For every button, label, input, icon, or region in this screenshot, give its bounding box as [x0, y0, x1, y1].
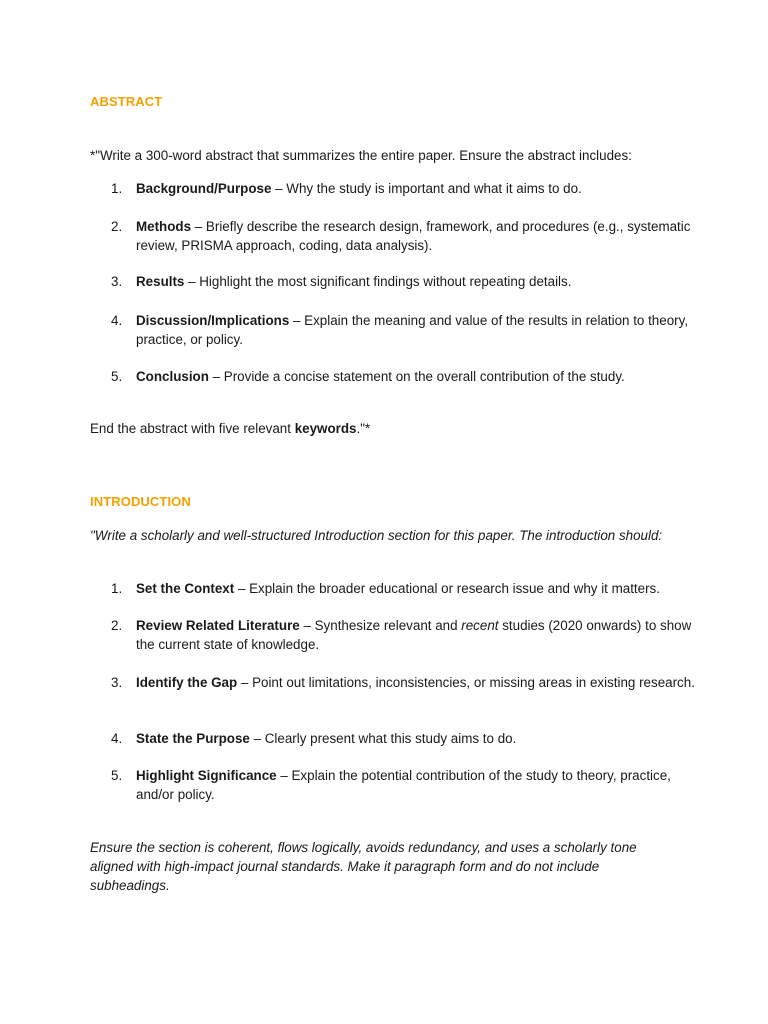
closing-keyword: keywords: [294, 421, 357, 436]
abstract-heading: ABSTRACT: [90, 94, 163, 109]
list-number: 1.: [111, 181, 123, 196]
list-item-body: [136, 616, 696, 654]
list-text: – Briefly describe the research design, framework, and procedures (e.g., systematic review, PRISMA approach, coding, data analysis).: [136, 219, 691, 253]
introduction-intro: "Write a scholarly and well-structured Introduction section for this paper. The introduction should:: [90, 528, 663, 543]
abstract-intro: *"Write a 300-word abstract that summarizes the entire paper. Ensure the abstract includes:: [90, 148, 632, 163]
introduction-closing: Ensure the section is coherent, flows logically, avoids redundancy, and uses a scholarly tone aligned with high-impact journal standards. Make it paragraph form and do not include subheadings.: [90, 840, 637, 893]
list-text: – Provide a concise statement on the overall contribution of the study.: [208, 369, 625, 384]
list-item-body: [136, 272, 696, 291]
list-text-end: studies (2020 onwards) to show the current state of knowledge.: [136, 618, 692, 652]
list-text: – Highlight the most significant findings without repeating details.: [184, 274, 572, 289]
list-number: 5.: [111, 768, 123, 783]
list-term: State the Purpose: [136, 731, 250, 746]
list-number: 3.: [111, 675, 123, 690]
list-item-body: [136, 179, 696, 198]
list-number: 2.: [111, 618, 123, 633]
list-emphasis: recent: [461, 618, 499, 633]
abstract-closing: [90, 419, 690, 438]
list-number: 4.: [111, 731, 123, 746]
list-number: 3.: [111, 274, 123, 289]
list-text: – Point out limitations, inconsistencies, or missing areas in existing research.: [237, 675, 695, 690]
list-text: – Explain the broader educational or research issue and why it matters.: [234, 581, 660, 596]
list-number: 4.: [111, 313, 123, 328]
list-text: – Explain the meaning and value of the results in relation to theory, practice, or policy.: [136, 313, 689, 347]
list-term: Identify the Gap: [136, 675, 238, 690]
list-term: Background/Purpose: [136, 181, 272, 196]
list-number: 5.: [111, 369, 123, 384]
closing-text-end: ."*: [356, 421, 371, 436]
list-term: Methods: [136, 219, 192, 234]
list-item-body: [136, 311, 696, 349]
list-item-body: [136, 766, 696, 804]
introduction-heading: INTRODUCTION: [90, 494, 191, 509]
list-term: Set the Context: [136, 581, 235, 596]
list-item-body: [136, 367, 696, 386]
list-text: – Synthesize relevant and: [299, 618, 462, 633]
list-term: Conclusion: [136, 369, 209, 384]
list-term: Discussion/Implications: [136, 313, 290, 328]
list-term: Review Related Literature: [136, 618, 300, 633]
list-item-body: [136, 217, 696, 255]
list-number: 2.: [111, 219, 123, 234]
list-term: Highlight Significance: [136, 768, 277, 783]
list-item-body: [136, 673, 696, 692]
list-number: 1.: [111, 581, 123, 596]
list-text: – Clearly present what this study aims to do.: [249, 731, 517, 746]
list-term: Results: [136, 274, 185, 289]
list-text: – Explain the potential contribution of the study to theory, practice, and/or policy.: [136, 768, 671, 802]
list-item-body: [136, 579, 696, 598]
list-text: – Why the study is important and what it aims to do.: [271, 181, 582, 196]
list-item-body: [136, 729, 696, 748]
closing-text: End the abstract with five relevant: [90, 421, 295, 436]
